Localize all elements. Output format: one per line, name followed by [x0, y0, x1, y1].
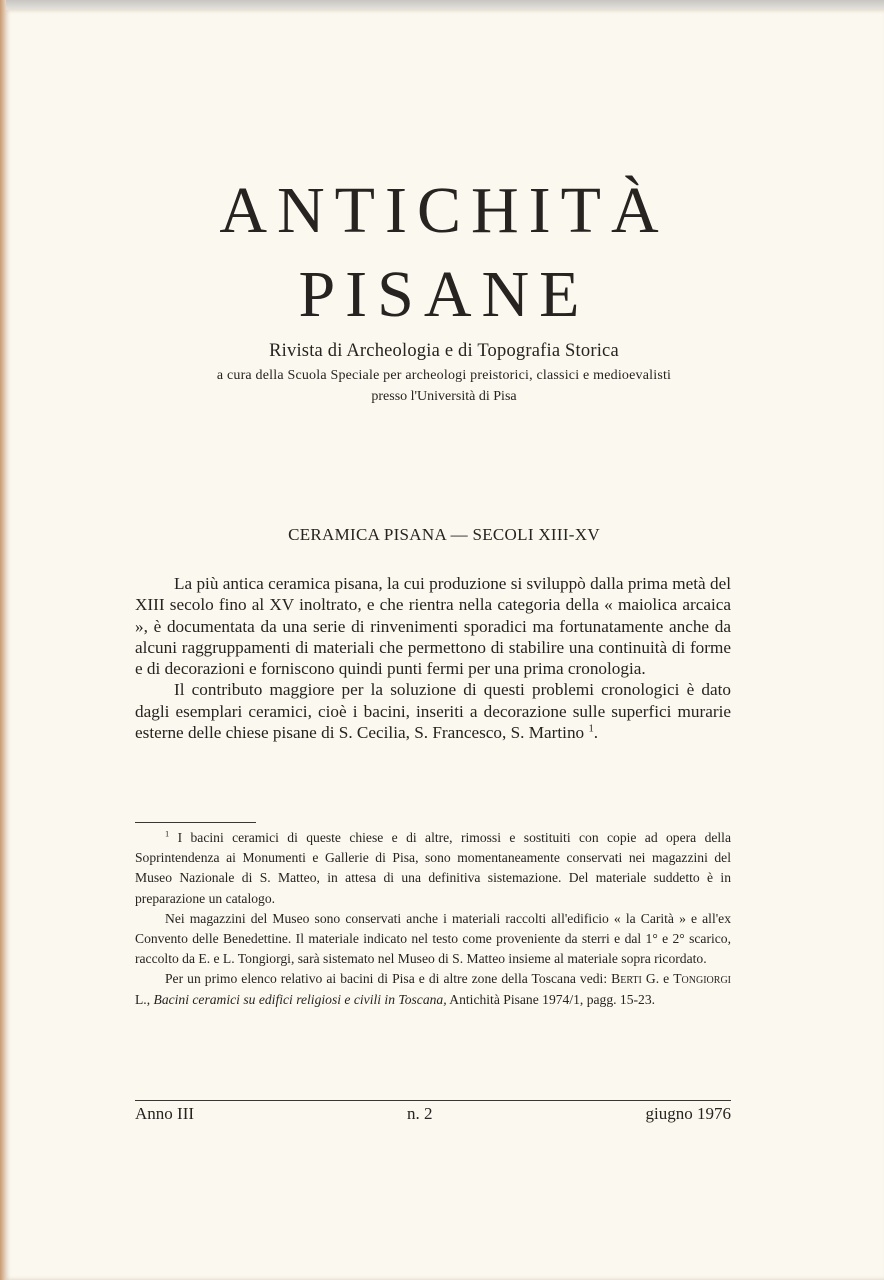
footnote-3 [135, 969, 731, 1009]
footnote-number: 1 [165, 828, 170, 839]
journal-title-line2: PISANE [298, 258, 590, 331]
issue-date: giugno 1976 [645, 1104, 731, 1123]
editorial-note: a cura della Scuola Speciale per archeologi preistorici, classici e medioevalisti [216, 368, 672, 383]
paragraph-2-end: . [593, 723, 599, 743]
article-paragraph-1: La più antica ceramica pisana, la cui produzione si sviluppò dalla prima metà del XIII secolo fino al XV inoltrato, e che rientra nella categoria della « maiolica arcaica », è documentata da una serie di rinvenimenti sporadici ma fortunatamente anche da alcuni raggruppamenti di materiali che permettono di stabilire una continuità di forme e di decorazioni e forniscono quindi punti fermi per una prima cronologia. [135, 574, 731, 679]
issue-number: n. 2 [407, 1104, 433, 1123]
author-tongiorgi: Tongiorgi [673, 971, 731, 987]
author-berti-initial: G. e [645, 971, 670, 987]
cited-work-title: Bacini ceramici su edifici religiosi e civili in Toscana, [153, 991, 447, 1007]
footnote-divider [135, 822, 256, 823]
footer-divider [135, 1100, 731, 1101]
paragraph-2-text: Il contributo maggiore per la soluzione di questi problemi cronologici è dato dagli esemplari ceramici, cioè i bacini, inseriti a decorazione sulle superfici murarie esterne delle chiese pisane di S. Cecilia, S. Francesco, S. Martino [135, 680, 731, 743]
article-body [135, 573, 731, 743]
article-paragraph-2 [135, 679, 731, 743]
footnote-1 [135, 828, 731, 909]
journal-subtitle: Rivista di Archeologia e di Topografia Storica [269, 341, 619, 361]
footnote-3-prefix: Per un primo elenco relativo ai bacini di Pisa e di altre zone della Toscana vedi: [165, 971, 608, 987]
article-title: CERAMICA PISANA — SECOLI XIII-XV [288, 525, 600, 544]
footnote-2: Nei magazzini del Museo sono conservati anche i materiali raccolti all'edificio « la Carità » e all'ex Convento delle Benedettine. Il materiale indicato nel testo come proveniente da sterri e dal 1° e 2° scarico, raccolto da E. e L. Tongiorgi, sarà sistemato nel Museo di S. Matteo insieme al materiale sopra ricordato. [135, 910, 731, 967]
page-left-edge [0, 0, 6, 1280]
journal-page [4, 10, 884, 1280]
author-berti: Berti [611, 971, 642, 987]
university-note: presso l'Università di Pisa [371, 389, 517, 404]
journal-title-line1: ANTICHITÀ [219, 174, 669, 247]
footnotes [135, 828, 731, 1010]
page-top-edge [0, 0, 884, 10]
issue-footer [135, 1104, 731, 1124]
cited-work-source: Antichità Pisane 1974/1, pagg. 15-23. [449, 991, 656, 1007]
author-tongiorgi-initial: L., [135, 991, 151, 1007]
footnote-1-text: I bacini ceramici di queste chiese e di altre, rimossi e sostituiti con copie ad opera della Soprintendenza ai Monumenti e Gallerie di Pisa, sono momentaneamente conservati nei magazzini del Museo Nazionale di S. Matteo, in attesa di una definitiva sistemazione. Del materiale suddetto è in preparazione un catalogo. [135, 830, 731, 906]
footnote-reference: 1 [588, 723, 594, 735]
issue-year: Anno III [135, 1104, 195, 1123]
